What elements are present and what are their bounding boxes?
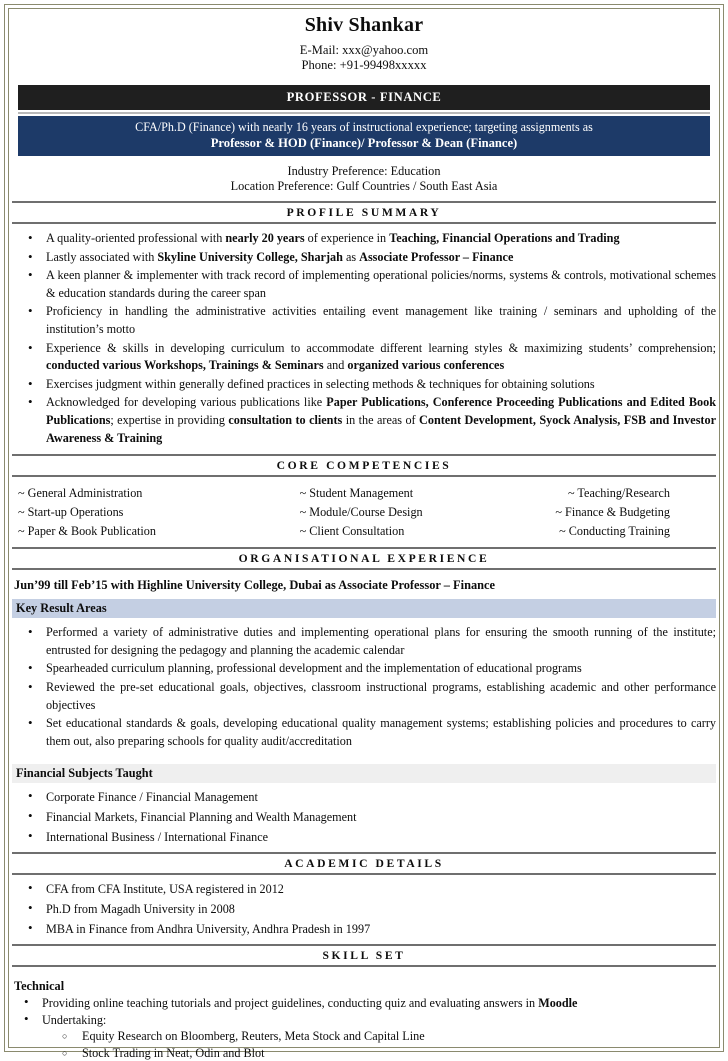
body-text: A quality-oriented professional with <box>46 231 226 245</box>
emphasis-text: conducted various Workshops, Trainings & Seminars <box>46 358 324 373</box>
academic-detail-item <box>12 881 716 897</box>
body-text: Set educational standards & goals, developing educational quality management systems; establishing policies and procedures to carry them out, also preparing schools for quality audit/accreditation <box>46 716 716 748</box>
core-competency-item: ~ General Administration <box>18 486 143 501</box>
preferences-block <box>12 164 716 194</box>
section-header-academic-details: ACADEMIC DETAILS <box>12 852 716 875</box>
financial-subjects-list <box>12 789 716 845</box>
emphasis-text: consultation to clients <box>228 412 343 427</box>
key-result-item <box>12 715 716 750</box>
body-text: CFA from CFA Institute, USA registered in 2012 <box>46 882 284 897</box>
skill-set-list <box>12 995 716 1028</box>
body-text: and <box>323 358 348 373</box>
body-text: Acknowledged for developing various publications like <box>46 395 327 410</box>
objective-line-2: Professor & HOD (Finance)/ Professor & Dean (Finance) <box>210 135 518 150</box>
emphasis-text: Associate Professor – Finance <box>359 249 514 264</box>
emphasis-text: Paper Publications, Conference Proceeding Publications and Edited Book Publications <box>46 395 716 427</box>
profile-summary-item <box>12 249 716 267</box>
core-competency-item: ~ Teaching/Research <box>568 486 670 501</box>
body-text: ; expertise in providing <box>110 412 229 427</box>
financial-subject-item <box>12 829 716 845</box>
core-competency-item: ~ Module/Course Design <box>299 505 423 520</box>
body-text: Undertaking: <box>42 1012 107 1027</box>
job-title-bar: PROFESSOR - FINANCE <box>18 85 710 110</box>
section-header-core-competencies: CORE COMPETENCIES <box>12 454 716 477</box>
body-text: A keen planner & implementer with track record of implementing operational policies/norms, systems & controls, motivational schemes & education standards during the career span <box>46 268 716 300</box>
body-text: Spearheaded curriculum planning, professional development and the implementation of educational programs <box>46 661 582 676</box>
emphasis-text: nearly 20 years <box>225 231 305 245</box>
key-result-item <box>12 660 716 678</box>
body-text: Reviewed the pre-set educational goals, objectives, classroom instructional programs, establishing academic and other performance objectives <box>46 679 716 712</box>
skill-sub-item: ○ Stock Trading in Neat, Odin and Blot <box>12 1045 716 1061</box>
emphasis-text: Teaching, Financial Operations and Trading <box>389 231 620 245</box>
body-text: MBA in Finance from Andhra University, Andhra Pradesh in 1997 <box>46 922 371 937</box>
core-competency-item: ~ Conducting Training <box>559 524 670 539</box>
academic-details-list <box>12 881 716 937</box>
body-text: Corporate Finance / Financial Management <box>46 790 258 805</box>
candidate-name: Shiv Shankar <box>304 14 424 36</box>
resume-content <box>12 10 716 1060</box>
skill-set-sub-list <box>12 1028 716 1061</box>
key-result-areas-list <box>12 624 716 750</box>
title-bar-divider <box>18 112 710 114</box>
core-competency-item: ~ Client Consultation <box>299 524 405 539</box>
phone-line: Phone: +91-99498xxxxx <box>301 58 427 72</box>
financial-subjects-label: Financial Subjects Taught <box>12 764 716 783</box>
key-result-item <box>12 624 716 659</box>
emphasis-text: Moodle <box>538 996 578 1011</box>
academic-detail-item <box>12 901 716 917</box>
emphasis-text: Content Development, Syock Analysis, FSB and Investor Awareness & Training <box>46 412 716 445</box>
core-competency-item: ~ Finance & Budgeting <box>555 505 670 520</box>
body-text: Ph.D from Magadh University in 2008 <box>46 902 235 917</box>
skill-sub-item: ○ Equity Research on Bloomberg, Reuters, Meta Stock and Capital Line <box>12 1028 716 1045</box>
section-header-profile-summary: PROFILE SUMMARY <box>12 201 716 224</box>
profile-summary-item <box>12 230 716 248</box>
core-competencies-grid <box>12 484 716 540</box>
core-competency-item: ~ Student Management <box>299 486 414 501</box>
profile-summary-item <box>12 376 716 394</box>
body-text: International Business / International Finance <box>46 830 269 845</box>
core-competency-item: ~ Paper & Book Publication <box>18 524 156 539</box>
body-text: in the areas of <box>342 412 420 427</box>
experience-job-line: Jun’99 till Feb’15 with Highline University College, Dubai as Associate Professor – Finance <box>14 578 496 593</box>
body-text: of experience in <box>304 231 390 245</box>
body-text: Lastly associated with <box>46 249 158 264</box>
skill-item <box>12 1012 716 1029</box>
key-result-item <box>12 679 716 714</box>
emphasis-text: organized various conferences <box>347 358 505 373</box>
body-text: Exercises judgment within generally defined practices in selecting methods & techniques for obtaining solutions <box>46 376 595 391</box>
body-text: as <box>342 249 360 264</box>
section-header-organisational-experience: ORGANISATIONAL EXPERIENCE <box>12 547 716 570</box>
skill-item <box>12 995 716 1012</box>
financial-subject-item <box>12 809 716 825</box>
key-result-areas-label: Key Result Areas <box>12 599 716 618</box>
contact-block <box>12 43 716 73</box>
profile-summary-item <box>12 303 716 338</box>
academic-detail-item <box>12 921 716 937</box>
profile-summary-item <box>12 340 716 375</box>
objective-line-1: CFA/Ph.D (Finance) with nearly 16 years of instructional experience; targeting assignments as <box>135 120 593 134</box>
profile-summary-item <box>12 394 716 447</box>
body-text: Financial Markets, Financial Planning and Wealth Management <box>46 810 357 825</box>
objective-bar <box>18 116 710 156</box>
profile-summary-list <box>12 230 716 447</box>
location-preference: Location Preference: Gulf Countries / South East Asia <box>230 179 498 193</box>
body-text: Experience & skills in developing curriculum to accommodate different learning styles & maximizing students’ comprehension; <box>46 340 716 355</box>
email-line: E-Mail: xxx@yahoo.com <box>299 43 429 57</box>
profile-summary-item <box>12 267 716 302</box>
section-header-skill-set: SKILL SET <box>12 944 716 967</box>
financial-subject-item <box>12 789 716 805</box>
emphasis-text: Skyline University College, Sharjah <box>157 249 343 264</box>
body-text: Proficiency in handling the administrative activities entailing event management like training / seminars and upholding of the institution’s motto <box>46 304 716 336</box>
core-competency-item: ~ Start-up Operations <box>18 505 124 520</box>
technical-label: Technical <box>14 979 65 994</box>
industry-preference: Industry Preference: Education <box>287 164 441 178</box>
body-text: Providing online teaching tutorials and project guidelines, conducting quiz and evaluating answers in <box>42 996 539 1011</box>
body-text: Performed a variety of administrative duties and implementing operational plans for ensuring the smooth running of the institute; entrusted for designing the pedagogy and planning the academic calendar <box>46 625 716 657</box>
